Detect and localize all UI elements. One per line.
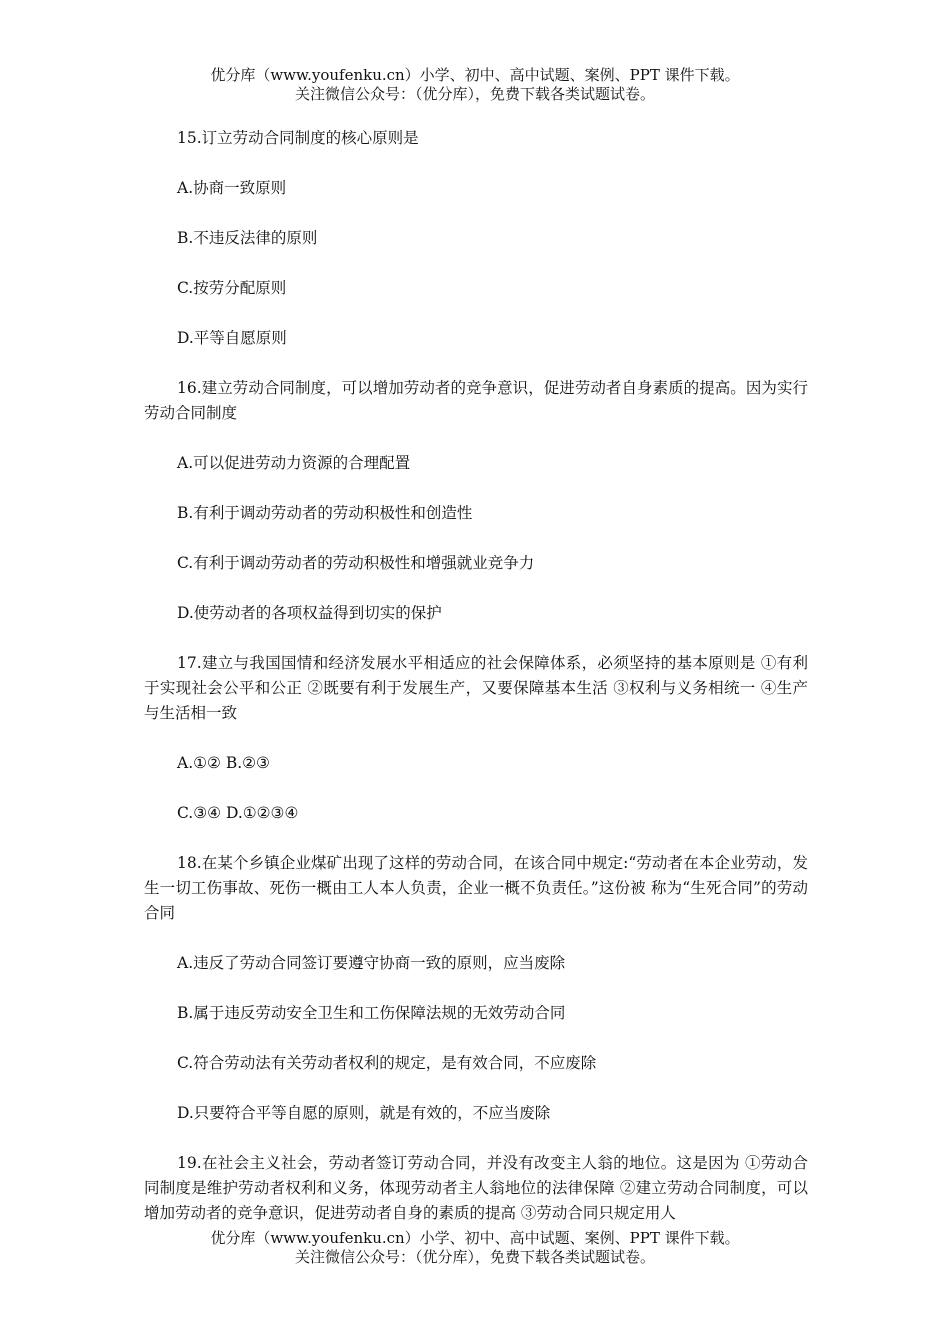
question-16-stem: 16.建立劳动合同制度，可以增加劳动者的竞争意识，促进劳动者自身素质的提高。因为实行劳动合同制度 bbox=[144, 379, 808, 422]
question-16-option-d: D.使劳动者的各项权益得到切实的保护 bbox=[177, 604, 442, 622]
question-15-option-b: B.不违反法律的原则 bbox=[177, 229, 318, 247]
header-line-1: 优分库（www.youfenku.cn）小学、初中、高中试题、案例、PPT 课件下载。 bbox=[210, 66, 740, 84]
footer-line-2: 关注微信公众号：（优分库），免费下载各类试题试卷。 bbox=[294, 1248, 655, 1266]
footer-line-1: 优分库（www.youfenku.cn）小学、初中、高中试题、案例、PPT 课件下载。 bbox=[210, 1229, 740, 1247]
question-15-stem: 15.订立劳动合同制度的核心原则是 bbox=[177, 129, 419, 147]
question-list bbox=[144, 126, 808, 1251]
question-16-option-a: A.可以促进劳动力资源的合理配置 bbox=[177, 454, 411, 472]
question-18-stem: 18.在某个乡镇企业煤矿出现了这样的劳动合同，在该合同中规定:“劳动者在本企业劳动，发生一切工伤事故、死伤一概由工人本人负责，企业一概不负责任。”这份被 称为“生死合同”的劳动合同 bbox=[144, 854, 808, 922]
question-17-stem: 17.建立与我国国情和经济发展水平相适应的社会保障体系，必须坚持的基本原则是 ①有利于实现社会公平和公正 ②既要有利于发展生产，又要保障基本生活 ③权利与义务相统一 ④生产与生活相一致 bbox=[144, 654, 808, 722]
question-18-option-b: B.属于违反劳动安全卫生和工伤保障法规的无效劳动合同 bbox=[177, 1004, 566, 1022]
question-15-option-a: A.协商一致原则 bbox=[177, 179, 287, 197]
page-header bbox=[0, 66, 950, 104]
question-15-option-d: D.平等自愿原则 bbox=[177, 329, 287, 347]
question-16-option-c: C.有利于调动劳动者的劳动积极性和增强就业竞争力 bbox=[177, 554, 535, 572]
question-19-stem: 19.在社会主义社会，劳动者签订劳动合同，并没有改变主人翁的地位。这是因为 ①劳动合同制度是维护劳动者权利和义务，体现劳动者主人翁地位的法律保障 ②建立劳动合同制度，可以增加劳动者的竞争意识，促进劳动者自身的素质的提高 ③劳动合同只规定用人 bbox=[144, 1154, 808, 1222]
question-18-option-d: D.只要符合平等自愿的原则，就是有效的，不应当废除 bbox=[177, 1104, 551, 1122]
question-18-option-a: A.违反了劳动合同签订要遵守协商一致的原则，应当废除 bbox=[177, 954, 566, 972]
question-18-option-c: C.符合劳动法有关劳动者权利的规定，是有效合同，不应废除 bbox=[177, 1054, 597, 1072]
header-line-2: 关注微信公众号：（优分库），免费下载各类试题试卷。 bbox=[294, 85, 655, 103]
question-15-option-c: C.按劳分配原则 bbox=[177, 279, 287, 297]
question-16-option-b: B.有利于调动劳动者的劳动积极性和创造性 bbox=[177, 504, 473, 522]
page-footer bbox=[0, 1229, 950, 1267]
question-17-options-cd: C.③④ D.①②③④ bbox=[177, 804, 299, 822]
question-17-options-ab: A.①② B.②③ bbox=[177, 754, 270, 772]
